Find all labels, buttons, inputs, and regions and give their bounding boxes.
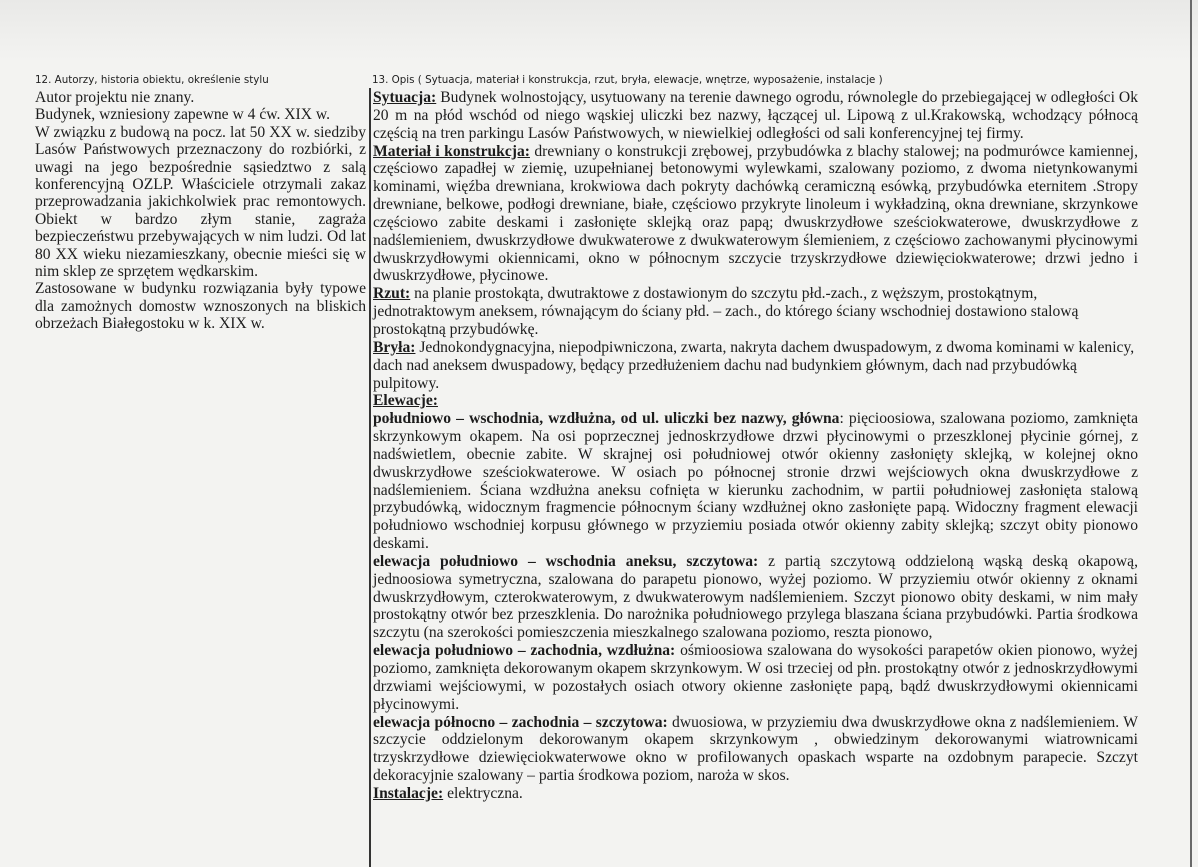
elewacja-label: elewacja południowo – wschodnia aneksu, szczytowa: (373, 552, 759, 570)
elewacja-paragraph (373, 553, 1138, 642)
rzut-text: na planie prostokąta, dwutraktowe z dostawionym do szczytu płd.-zach., z węższym, prostokątnym, jednotraktowym aneksem, równającym do ściany płd. – zach., do którego ściany wschodniej dostawiono stalową prostokątną przybudówkę. (373, 285, 1079, 338)
section-12-body (35, 89, 366, 333)
sytuacja-label: Sytuacja: (373, 89, 437, 106)
scan-top-shade (0, 0, 1198, 60)
material-text: drewniany o konstrukcji zrębowej, przybudówka z blachy stalowej; na podmurówce kamiennej, częściowo zapadłej w ziemię, uzupełnianej betonowymi wylewkami, szalowany poziomo, z dwoma nietynkowanymi kominami, więźba drewniana, krokwiowa dach pokryty dachówką ceramiczną esówką, przybudówka eternitem .Stropy drewniane, belkowe, podłogi drewniane, białe, częściowo przykryte linoleum i wykładziną, okna drewniane, skrzynkowe częściowo zabite deskami i zasłonięte sklejką oraz papą; dwuskrzydłowe sześciokwaterowe, dwuskrzydłowe z nadślemieniem, dwuskrzydłowe dwukwaterowe z dwukwaterowym ślemieniem, z częściowo zachowanymi płycinowymi dwuskrzydłowymi okiennicami, okno w północnym szczycie trzyskrzydłowe dziewięciokwaterowe; drzwi jedno i dwuskrzydłowe, płycinowe. (373, 142, 1138, 285)
section-13-body (373, 89, 1138, 803)
elewacja-paragraph (373, 642, 1138, 713)
instalacje-text: elektryczna. (443, 784, 523, 802)
rzut-label: Rzut: (373, 285, 411, 303)
bryla-label: Bryła: (373, 338, 416, 356)
sytuacja-paragraph (373, 89, 1138, 143)
bryla-paragraph (373, 339, 1138, 393)
rzut-paragraph (373, 285, 1138, 339)
elewacje-heading (373, 392, 1138, 410)
instalacje-label: Instalacje: (373, 784, 444, 802)
column-divider (369, 88, 371, 867)
elewacja-text: : pięcioosiowa, szalowana poziomo, zamknięta skrzynkowym okapem. Na osi poprzecznej jednoskrzydłowe drzwi płycinowymi o przeszklonej płycinie górnej, z nadświetlem, obecnie zabite. W skrajnej osi południowej otwór okienny zasłonięty sklejką, w kolejnej okno dwuskrzydłowe sześciokwaterowe. W osiach po północnej stronie drzwi wejściowych okna dwuskrzydłowe z nadślemieniem. Ściana wzdłużna aneksu cofnięta w kierunku zachodnim, w partii południowej zasłonięta stalową przybudówką, widocznym fragmencie północnym ściany wzdłużnej okno zasłonięte papą. Widoczny fragment elewacji południowo wschodniej korpusu głównego w przyziemiu posiada otwór okienny zabity sklejką; szczyt obity pionowo deskami. (373, 410, 1138, 553)
bryla-text: Jednokondygnacyjna, niepodpiwniczona, zwarta, nakryta dachem dwuspadowym, z dwoma kominami w kalenicy, dach nad aneksem dwuspadowy, będący przedłużeniem dachu nad budynkiem głównym, dach nad przybudówką pulpitowy. (373, 338, 1135, 392)
material-paragraph (373, 143, 1138, 286)
sytuacja-text: Budynek wolnostojący, usytuowany na terenie dawnego ogrodu, równolegle do przebiegającej w odległości Ok 20 m na płód wschód od niego wąskiej uliczki bez nazwy, łączącej ul. Lipową z ul.Krakowską, wchodzący północą częścią na tren parkingu Lasów Państwowych, w niewielkiej odległości od sali konferencyjnej tej firmy. (373, 89, 1138, 142)
date-paragraph: Budynek, wzniesiony zapewne w 4 ćw. XIX w. (35, 106, 331, 124)
style-paragraph: Zastosowane w budynku rozwiązania były typowe dla zamożnych domostw wznoszonych na bliskich obrzeżach Białegostoku w k. XIX w. (35, 280, 366, 333)
scan-edge (1190, 0, 1192, 867)
elewacja-text: z partią szczytową oddzieloną wąską deską okapową, jednoosiowa symetryczna, szalowana do parapetu pionowo, wyżej poziomo. W przyziemiu otwór okienny z oknami dwuskrzydłowym, czterokwaterowym, z dwukwaterowym nadślemieniem. Szczyt pionowo obity deskami, w nim mały prostokątny otwór bez przeszklenia. Do narożnika południowego przylega blaszana ściana przybudówki. Partia środkowa szczytu (na szerokości pomieszczenia mieszkalnego szalowana poziomo, reszta pionowo, (373, 552, 1138, 642)
section-12-heading: 12. Autorzy, historia obiektu, określenie stylu (35, 74, 269, 86)
elewacja-label: południowo – wschodnia, wzdłużna, od ul. uliczki bez nazwy, główna (373, 410, 840, 428)
section-13-heading: 13. Opis ( Sytuacja, materiał i konstrukcja, rzut, bryła, elewacje, wnętrze, wyposażenie, instalacje ) (372, 74, 883, 86)
elewacja-label: elewacja północno – zachodnia – szczytowa: (373, 713, 668, 731)
instalacje-paragraph (373, 785, 1138, 803)
elewacja-label: elewacja południowo – zachodnia, wzdłużna: (373, 642, 676, 660)
material-label: Materiał i konstrukcja: (373, 142, 530, 160)
author-paragraph: Autor projektu nie znany. (35, 89, 195, 106)
elewacja-paragraph (373, 410, 1138, 553)
elewacja-paragraph (373, 714, 1138, 785)
elewacja-text: dwuosiowa, w przyziemiu dwa dwuskrzydłowe okna z nadślemieniem. W szczycie oddzielonym dekorowanym okapem skrzynkowym , obwiedzinym dekorowanymi wiatrownicami trzyskrzydłowe dziewięciokwaterwowe okno w profilowanych opaskach wsparte na ozdobnym parapecie. Szczyt dekoracyjnie szalowany – partia środkowa poziom, naroża w skos. (373, 713, 1138, 785)
elewacje-label: Elewacje: (373, 392, 438, 410)
history-paragraph: W związku z budową na pocz. lat 50 XX w. siedziby Lasów Państwowych przeznaczony do rozbiórki, z uwagi na jego bezpośrednie sąsiedztwo z salą konferencyjną OZLP. Właściciele otrzymali zakaz przeprowadzania jakichkolwiek prac remontowych. Obiekt w bardzo złym stanie, zagraża bezpieczeństwu przebywających w nim ludzi. Od lat 80 XX wieku niezamieszkany, obecnie mieści się w nim sklep ze sprzętem wędkarskim. (35, 123, 366, 281)
elewacja-text: ośmioosiowa szalowana do wysokości parapetów okien pionowo, wyżej poziomo, zamknięta dekorowanym okapem skrzynkowym. W osi trzeciej od płn. prostokątny otwór z jednoskrzydłowymi drzwiami wejściowymi, w pozostałych osiach otwory okienne zasłonięte papą, bądź dwuskrzydłowymi okiennicami płycinowymi. (373, 642, 1138, 713)
